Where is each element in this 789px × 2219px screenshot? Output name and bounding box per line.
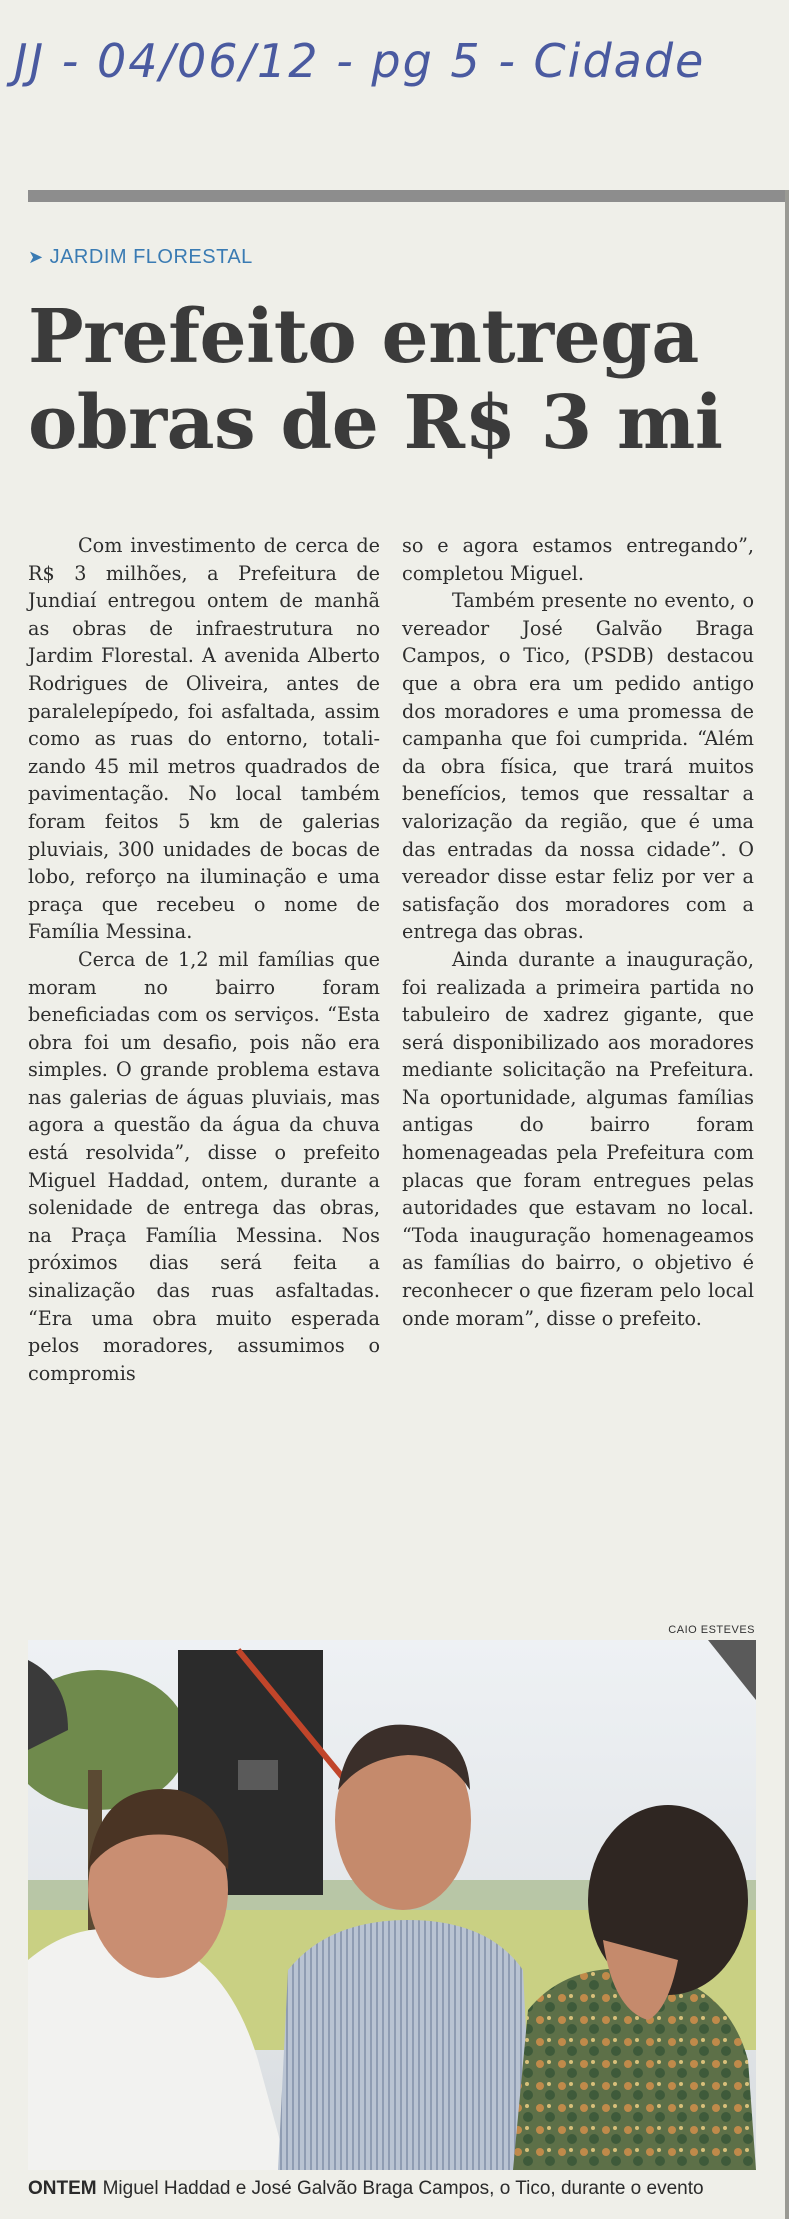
- article-paragraph: Também presente no evento, o vereador José Galvão Braga Campos, o Tico, (PSDB) destacou que a obra era um pedido antigo dos moradores e uma promessa de campanha que foi cumprida. “Além da obra física, que trará muitos benefícios, temos que ressaltar a valorização da região, que é uma das entradas da nossa cidade”. O vereador disse estar feliz por ver a satisfação dos moradores com a entrega das obras.: [402, 589, 754, 944]
- photo-credit: CAIO ESTEVES: [668, 1624, 755, 1636]
- article-column-2: [402, 532, 754, 1387]
- kicker-label: JARDIM FLORESTAL: [49, 246, 253, 268]
- section-kicker: [28, 246, 253, 269]
- clipping-edge: [785, 190, 789, 2219]
- article-paragraph: so e agora estamos entregando”, completou Miguel.: [402, 534, 754, 585]
- event-photo-illustration: [28, 1640, 756, 2170]
- article-column-1: [28, 532, 380, 1387]
- article-body: [28, 532, 754, 1387]
- headline: [28, 294, 768, 466]
- headline-line-2: obras de R$ 3 mi: [28, 380, 723, 466]
- caption-text: Miguel Haddad e José Galvão Braga Campos, o Tico, durante o evento: [102, 2178, 704, 2199]
- photo-caption: [28, 2178, 768, 2200]
- article-paragraph: Com investimento de cerca de R$ 3 milhões, a Prefeitura de Jundiaí entregou ontem de manhã as obras de infraestrutura no Jardim Florestal. A avenida Alberto Rodrigues de Oliveira, antes de paralelepípedo, foi asfaltada, assim como as ruas do entorno, totalizando 45 mil metros quadrados de pavimentação. No local também foram feitos 5 km de galerias pluviais, 300 unidades de bocas de lobo, reforço na iluminação e uma praça que recebeu o nome de Família Messina.: [28, 534, 380, 944]
- handwritten-date-note: JJ - 04/06/12 - pg 5 - Cidade: [14, 34, 706, 88]
- article-paragraph: Ainda durante a inauguração, foi realizada a primeira partida no tabuleiro de xadrez gigante, que será disponibilizado aos moradores mediante solicitação na Prefeitura. Na oportunidade, algumas famílias antigas do bairro foram homenageadas pela Prefeitura com placas que foram entregues pelas autoridades que estavam no local. “Toda inauguração homenageamos as famílias do bairro, o objetivo é reconhecer o que fizeram pelo local onde moram”, disse o prefeito.: [402, 947, 754, 1330]
- section-rule: [28, 190, 789, 202]
- event-photo: [28, 1640, 756, 2170]
- kicker-arrow-icon: ➤: [28, 247, 44, 267]
- headline-line-1: Prefeito entrega: [28, 294, 699, 380]
- article-paragraph: Cerca de 1,2 mil famílias que moram no bairro foram beneficiadas com os serviços. “Esta obra foi um desafio, pois não era simples. O grande problema estava nas galerias de águas pluviais, mas agora a questão da água da chuva está resolvida”, disse o prefeito Miguel Haddad, ontem, durante a solenidade de entrega das obras, na Praça Família Messina. Nos próximos dias será feita a sinalização das ruas asfaltadas. “Era uma obra muito esperada pelos moradores, assumimos o compromis: [28, 947, 380, 1385]
- caption-lead: ONTEM: [28, 2178, 97, 2199]
